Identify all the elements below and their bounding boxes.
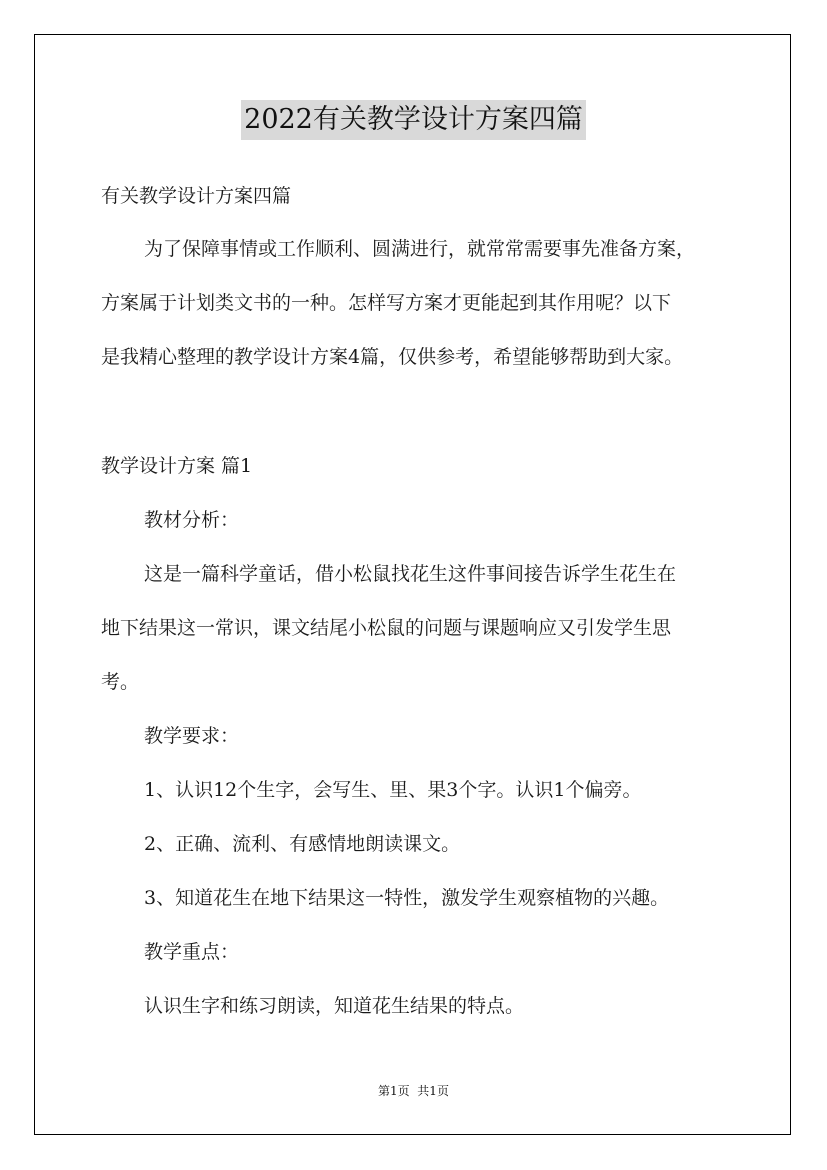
- document-title-text: 2022有关教学设计方案四篇: [241, 100, 586, 140]
- document-subtitle: 有关教学设计方案四篇: [101, 185, 292, 207]
- page-footer: 第1页 共1页: [378, 1084, 449, 1098]
- requirement-item-2: 2、正确、流利、有感情地朗读课文。: [144, 833, 461, 855]
- analysis-line-3: 考。: [101, 671, 140, 693]
- analysis-heading: 教材分析：: [144, 509, 240, 531]
- intro-line-2: 方案属于计划类文书的一种。怎样写方案才更能起到其作用呢？以下: [101, 292, 672, 314]
- intro-line-1: 为了保障事情或工作顺利、圆满进行，就常常需要事先准备方案，: [144, 238, 696, 260]
- analysis-line-1: 这是一篇科学童话，借小松鼠找花生这件事间接告诉学生花生在: [144, 563, 677, 585]
- analysis-line-2: 地下结果这一常识，课文结尾小松鼠的问题与课题响应又引发学生思: [101, 617, 672, 639]
- requirement-item-3: 3、知道花生在地下结果这一特性，激发学生观察植物的兴趣。: [144, 887, 670, 909]
- section-heading: 教学设计方案 篇1: [101, 455, 253, 477]
- focus-text: 认识生字和练习朗读，知道花生结果的特点。: [144, 995, 525, 1017]
- document-title: [0, 100, 827, 140]
- requirement-item-1: 1、认识12个生字，会写生、里、果3个字。认识1个偏旁。: [144, 779, 642, 801]
- intro-line-3: 是我精心整理的教学设计方案4篇，仅供参考，希望能够帮助到大家。: [101, 346, 684, 368]
- requirements-heading: 教学要求：: [144, 725, 240, 747]
- focus-heading: 教学重点：: [144, 941, 240, 963]
